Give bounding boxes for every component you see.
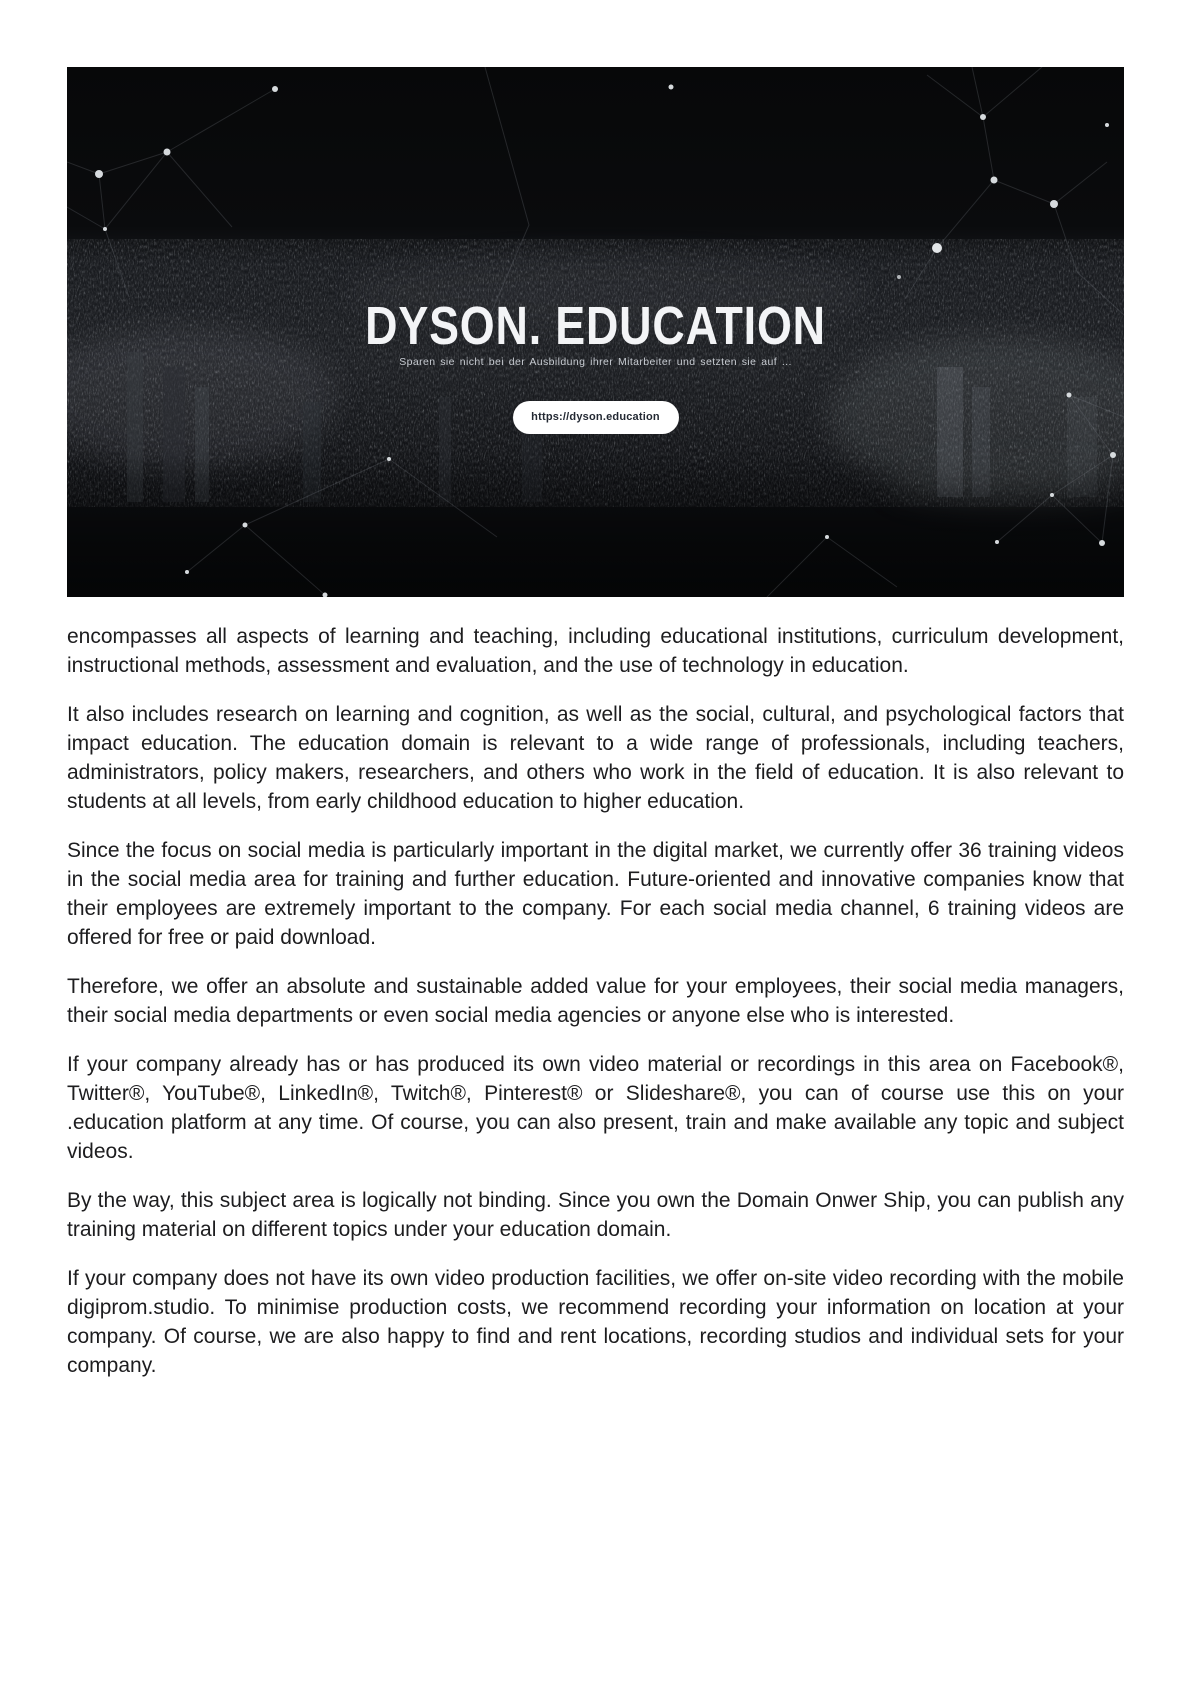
paragraph-added-value: Therefore, we offer an absolute and sustainable added value for your employees, their social media managers, their social media departments or even social media agencies or anyone else who is interested. — [67, 975, 1124, 1027]
article-body — [67, 622, 1124, 1400]
paragraph-production: If your company does not have its own video production facilities, we offer on-site video recording with the mobile digiprom.studio. To minimise production costs, we recommend recording your information on location at your company. Of course, we are also happy to find and rent locations, recording studios and individual sets for your company. — [67, 1267, 1124, 1377]
domain-url-pill[interactable]: https://dyson.education — [513, 401, 679, 434]
paragraph-not-binding: By the way, this subject area is logically not binding. Since you own the Domain Onwer Ship, you can publish any training material on different topics under your education domain. — [67, 1189, 1124, 1241]
paragraph-research: It also includes research on learning and cognition, as well as the social, cultural, and psychological factors that impact education. The education domain is relevant to a wide range of professionals, including teachers, administrators, policy makers, researchers, and others who work in the field of education. It is also relevant to students at all levels, from early childhood education to higher education. — [67, 703, 1124, 813]
paragraph-social-media-offer: Since the focus on social media is particularly important in the digital market, we currently offer 36 training videos in the social media area for training and further education. Future-oriented and innovative companies know that their employees are extremely important to the company. For each social media channel, 6 training videos are offered for free or paid download. — [67, 839, 1124, 949]
paragraph-own-material: If your company already has or has produced its own video material or recordings in this area on Facebook®, Twitter®, YouTube®, LinkedIn®, Twitch®, Pinterest® or Slideshare®, you can of course use this on your .education platform at any time. Of course, you can also present, train and make available any topic and subject videos. — [67, 1053, 1124, 1163]
hero-title: DYSON. EDUCATION — [365, 296, 826, 356]
hero-subtitle: Sparen sie nicht bei der Ausbildung ihrer Mitarbeiter und setzten sie auf ... — [399, 356, 792, 368]
hero-caption — [67, 67, 1124, 597]
paragraph-overview: encompasses all aspects of learning and teaching, including educational institutions, curriculum development, instructional methods, assessment and evaluation, and the use of technology in education. — [67, 625, 1124, 677]
hero-banner — [67, 67, 1124, 597]
